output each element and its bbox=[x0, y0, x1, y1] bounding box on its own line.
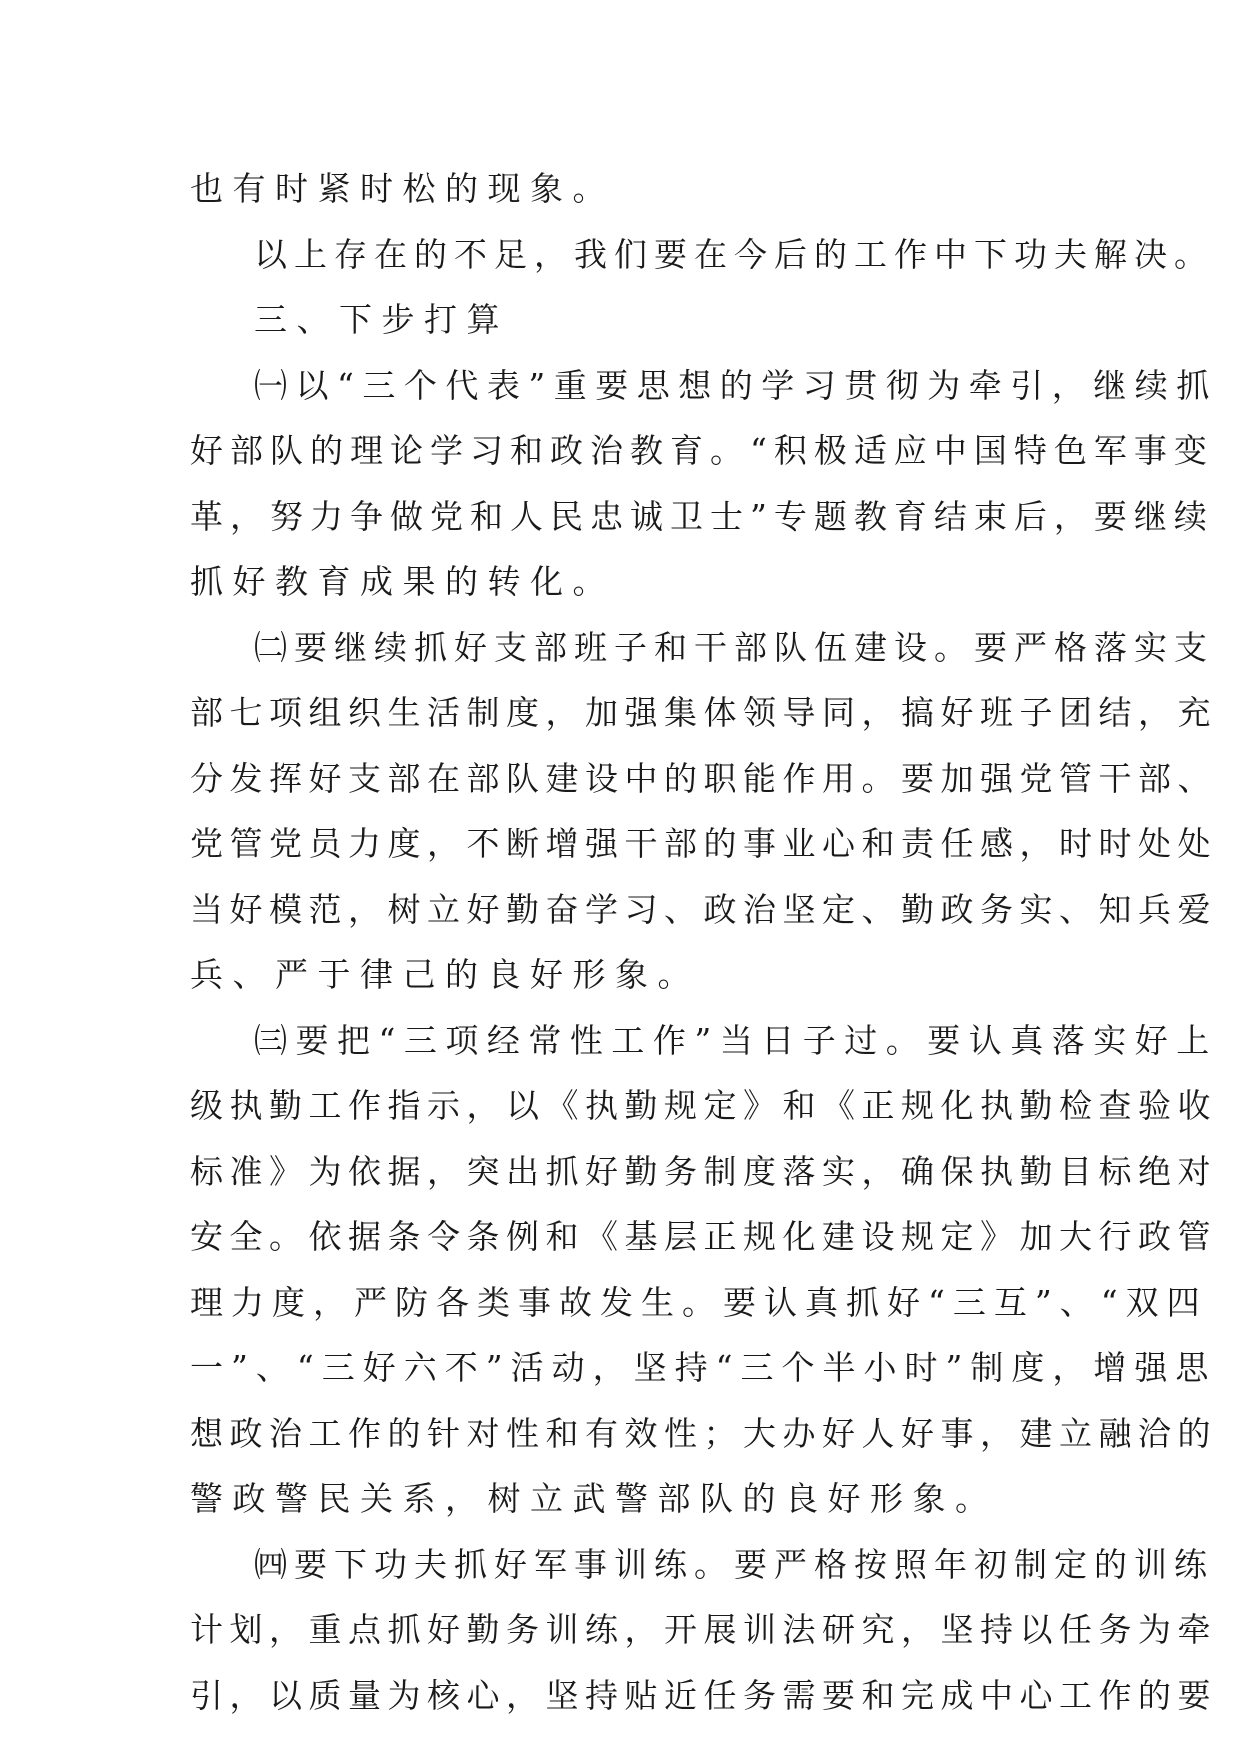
text-line: 警政警民关系，树立武警部队的良好形象。 bbox=[190, 1479, 998, 1518]
text-line: 分发挥好支部在部队建设中的职能作用。要加强党管干部、 bbox=[190, 758, 1217, 798]
text-line: ㈠以“三个代表”重要思想的学习贯彻为牵引，继续抓 bbox=[254, 365, 1218, 405]
text-line: 标准》为依据，突出抓好勤务制度落实，确保执勤目标绝对 bbox=[190, 1151, 1217, 1191]
text-line: 兵、严于律己的良好形象。 bbox=[190, 955, 700, 994]
text-line: ㈡要继续抓好支部班子和干部队伍建设。要严格落实支 bbox=[254, 627, 1214, 667]
text-line: 引，以质量为核心，坚持贴近任务需要和完成中心工作的要 bbox=[190, 1675, 1217, 1715]
text-line: 计划，重点抓好勤务训练，开展训法研究，坚持以任务为牵 bbox=[190, 1610, 1217, 1649]
text-line: 当好模范，树立好勤奋学习、政治坚定、勤政务实、知兵爱 bbox=[190, 889, 1217, 929]
text-line: 部七项组织生活制度，加强集体领导同，搞好班子团结，充 bbox=[190, 693, 1217, 732]
section-heading: 三、下步打算 bbox=[254, 300, 509, 339]
text-line: 理力度，严防各类事故发生。要认真抓好“三互”、“双四 bbox=[190, 1282, 1208, 1322]
document-body bbox=[190, 156, 1218, 1728]
text-line: 也有时紧时松的现象。 bbox=[190, 169, 615, 208]
text-line: 安全。依据条令条例和《基层正规化建设规定》加大行政管 bbox=[190, 1217, 1217, 1256]
text-line: 想政治工作的针对性和有效性；大办好人好事，建立融洽的 bbox=[190, 1413, 1217, 1453]
text-line: 党管党员力度，不断增强干部的事业心和责任感，时时处处 bbox=[190, 824, 1217, 863]
text-line: 以上存在的不足，我们要在今后的工作中下功夫解决。 bbox=[254, 234, 1214, 274]
text-line: 好部队的理论学习和政治教育。“积极适应中国特色军事变 bbox=[190, 431, 1214, 470]
text-line: 革，努力争做党和人民忠诚卫士”专题教育结束后，要继续 bbox=[190, 496, 1214, 536]
text-line: 级执勤工作指示，以《执勤规定》和《正规化执勤检查验收 bbox=[190, 1086, 1217, 1125]
text-line: ㈣要下功夫抓好军事训练。要严格按照年初制定的训练 bbox=[254, 1544, 1214, 1584]
text-line: 一”、“三好六不”活动，坚持“三个半小时”制度，增强思 bbox=[190, 1348, 1217, 1387]
text-line: 抓好教育成果的转化。 bbox=[190, 562, 615, 601]
text-line: ㈢要把“三项经常性工作”当日子过。要认真落实好上 bbox=[254, 1020, 1218, 1060]
